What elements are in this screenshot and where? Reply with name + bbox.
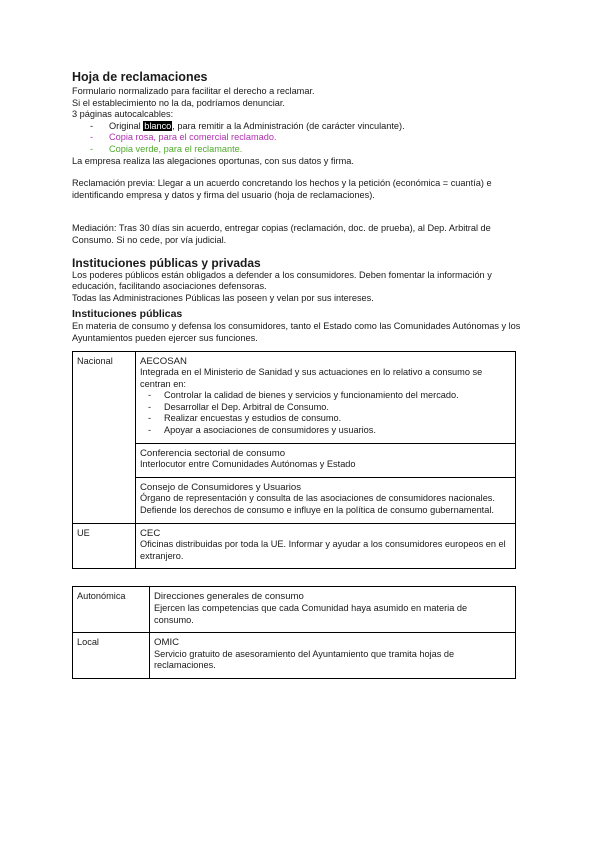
mediacion-paragraph: Mediación: Tras 30 días sin acuerdo, entregar copias (reclamación, doc. de prueba), al Dep. Arbitral de Consumo. Si no cede, por vía judicial. [72,223,491,245]
list-item: - Apoyar a asociaciones de consumidores y usuarios. [148,425,376,436]
hoja-line-4: La empresa realiza las alegaciones oportunas, con sus datos y firma. [72,155,354,166]
list-item: - Controlar la calidad de bienes y servicios y funcionamiento del mercado. [148,390,459,401]
consejo-cell [136,477,516,523]
direcciones-title: Direcciones generales de consumo [154,591,304,603]
copies-list [72,121,532,156]
direcciones-cell [150,587,516,633]
reclamacion-previa-paragraph: Reclamación previa: Llegar a un acuerdo concretando los hechos y la petición (económica = cuantía) e identificando empresa y datos y firma del usuario (hoja de reclamaciones). [72,178,492,200]
hoja-line-1: Formulario normalizado para facilitar el derecho a reclamar. [72,86,315,96]
table-row [73,587,516,633]
omic-title: OMIC [154,637,180,649]
list-item: - Realizar encuestas y estudios de consumo. [148,413,342,424]
instituciones-title: Instituciones públicas y privadas [72,255,261,270]
nacional-label: Nacional [73,351,136,523]
conferencia-cell [136,443,516,477]
hoja-line-3: 3 páginas autocalcables: [72,109,174,120]
instituciones-table-2 [72,586,516,679]
autonomica-label: Autonómica [73,587,150,633]
instituciones-publicas-text: En materia de consumo y defensa los consumidores, tanto el Estado como las Comunidades Autónomas y los Ayuntamientos pueden ejercer sus funciones. [72,321,521,343]
instituciones-line-2: Todas las Administraciones Públicas las poseen y velan por sus intereses. [72,292,374,303]
ue-label: UE [73,523,136,569]
aecosan-list [140,390,509,436]
cec-cell [136,523,516,569]
omic-desc: Servicio gratuito de asesoramiento del Ayuntamiento que tramita hojas de reclamaciones. [154,648,455,671]
omic-cell [150,633,516,679]
table-row [73,443,516,477]
list-item: - Desarrollar el Dep. Arbitral de Consumo. [148,401,329,412]
table-row [73,633,516,679]
instituciones-table-1 [72,351,516,570]
local-label: Local [73,633,150,679]
conferencia-desc: Interlocutor entre Comunidades Autónomas y Estado [140,459,356,470]
cec-desc: Oficinas distribuidas por toda la UE. Informar y ayudar a los consumidores europeos en el extranjero. [140,539,506,561]
consejo-desc: Órgano de representación y consulta de las asociaciones de consumidores nacionales. Defiende los derechos de consumo e influye en la política de consumo gubernamental. [140,493,495,516]
direcciones-desc: Ejercen las competencias que cada Comunidad haya asumido en materia de consumo. [154,603,468,625]
instituciones-line-1: Los poderes públicos están obligados a defender a los consumidores. Deben fomentar la información y educación, facilitando asociaciones defensoras. [72,269,492,292]
table-row [73,477,516,523]
conferencia-title: Conferencia sectorial de consumo [140,447,286,459]
document-page [72,70,532,679]
aecosan-desc: Integrada en el Ministerio de Sanidad y sus actuaciones en lo relativo a consumo se centran en: [140,367,483,389]
instituciones-publicas-title: Instituciones públicas [72,308,183,321]
hoja-line-2: Si el establecimiento no la da, podríamos denunciar. [72,97,285,108]
consejo-title: Consejo de Consumidores y Usuarios [140,481,302,493]
hoja-title: Hoja de reclamaciones [72,70,208,84]
list-item-copia-verde: - Copia verde, para el reclamante. [90,143,243,154]
list-item-original: - Original blanco, para remitir a la Administración (de carácter vinculante). [90,120,405,131]
table-row [73,523,516,569]
cec-title: CEC [140,527,161,539]
table-row [73,351,516,443]
aecosan-cell [136,351,516,443]
list-item-copia-rosa: - Copia rosa, para el comercial reclamado. [90,132,277,143]
highlighted-word: blanco [144,120,172,131]
aecosan-title: AECOSAN [140,355,187,367]
